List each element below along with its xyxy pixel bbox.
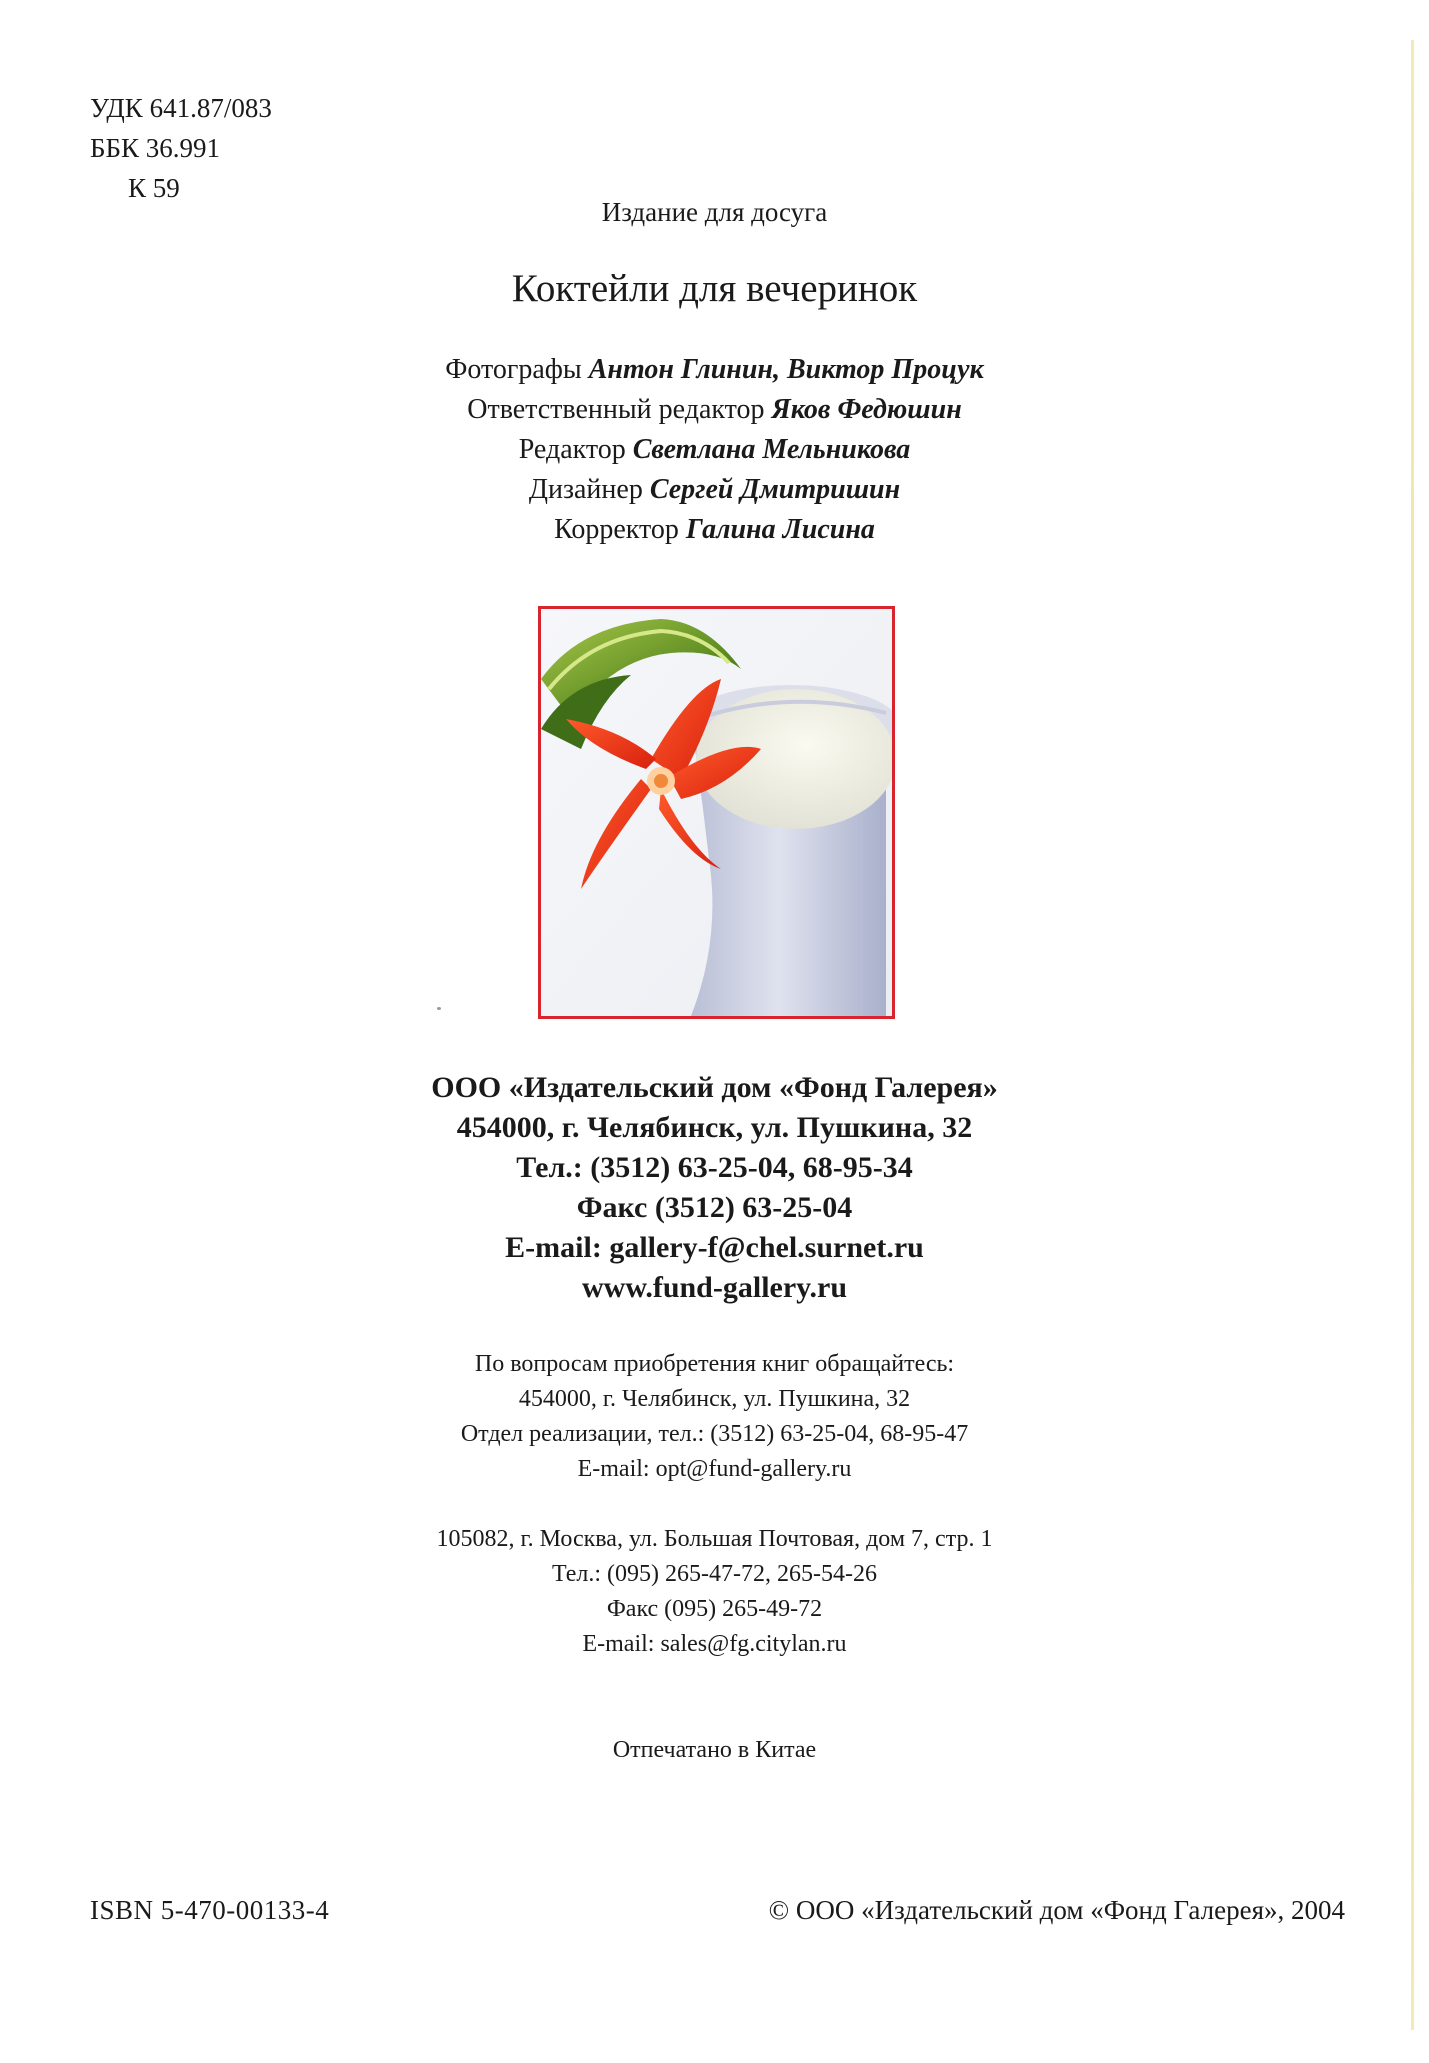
credit-name: Яков Федюшин xyxy=(771,394,962,425)
udk-code: УДК 641.87/083 xyxy=(90,93,272,123)
publisher-phone: Тел.: (3512) 63-25-04, 68-95-34 xyxy=(516,1151,913,1184)
credit-name: Сергей Дмитришин xyxy=(649,474,901,505)
publisher-website: www.fund-gallery.ru xyxy=(581,1271,848,1304)
publisher-address: 454000, г. Челябинск, ул. Пушкина, 32 xyxy=(456,1111,973,1144)
publisher-email: E-mail: gallery-f@chel.surnet.ru xyxy=(505,1231,924,1264)
copyright: © ООО «Издательский дом «Фонд Галерея», 2004 xyxy=(768,1895,1345,1925)
credit-name: Галина Лисина xyxy=(685,514,875,545)
publisher-name: ООО «Издательский дом «Фонд Галерея» xyxy=(431,1071,998,1104)
credit-name: Светлана Мельникова xyxy=(632,434,911,465)
author-mark: К 59 xyxy=(128,173,180,203)
isbn: ISBN 5-470-00133-4 xyxy=(90,1895,330,1925)
credit-line xyxy=(0,390,1429,430)
bbk-code: ББК 36.991 xyxy=(90,133,221,163)
classification-codes xyxy=(90,88,272,208)
sales-email: E-mail: opt@fund-gallery.ru xyxy=(577,1456,852,1482)
moscow-phone: Тел.: (095) 265-47-72, 265-54-26 xyxy=(552,1561,877,1587)
credit-role: Редактор xyxy=(518,434,626,465)
credit-role: Дизайнер xyxy=(528,474,643,505)
credit-line xyxy=(0,430,1429,470)
credit-role: Корректор xyxy=(554,514,679,545)
cocktail-illustration xyxy=(541,609,892,1016)
credit-line xyxy=(0,350,1429,390)
sales-department: Отдел реализации, тел.: (3512) 63-25-04, 68-95-47 xyxy=(460,1421,969,1447)
moscow-fax: Факс (095) 265-49-72 xyxy=(606,1596,823,1622)
moscow-email: E-mail: sales@fg.citylan.ru xyxy=(582,1631,847,1657)
cocktail-photo xyxy=(538,606,895,1019)
moscow-office-block xyxy=(0,1522,1429,1662)
series-label: Издание для досуга xyxy=(601,197,828,227)
moscow-address: 105082, г. Москва, ул. Большая Почтовая, дом 7, стр. 1 xyxy=(436,1526,993,1552)
sales-block xyxy=(0,1347,1429,1487)
publisher-block xyxy=(0,1068,1429,1308)
credit-role: Ответственный редактор xyxy=(467,394,765,425)
page-edge xyxy=(1411,40,1414,2030)
publisher-fax: Факс (3512) 63-25-04 xyxy=(576,1191,853,1224)
paper-speck xyxy=(437,1007,441,1010)
printed-in: Отпечатано в Китае xyxy=(612,1737,817,1763)
sales-address: 454000, г. Челябинск, ул. Пушкина, 32 xyxy=(518,1386,911,1412)
credit-name: Антон Глинин, Виктор Процук xyxy=(588,354,984,385)
credit-line xyxy=(0,470,1429,510)
sales-heading: По вопросам приобретения книг обращайтесь: xyxy=(474,1351,955,1377)
credit-line xyxy=(0,510,1429,550)
credit-role: Фотографы xyxy=(445,354,582,385)
book-title: Коктейли для вечеринок xyxy=(511,267,918,310)
credits-block xyxy=(0,350,1429,550)
